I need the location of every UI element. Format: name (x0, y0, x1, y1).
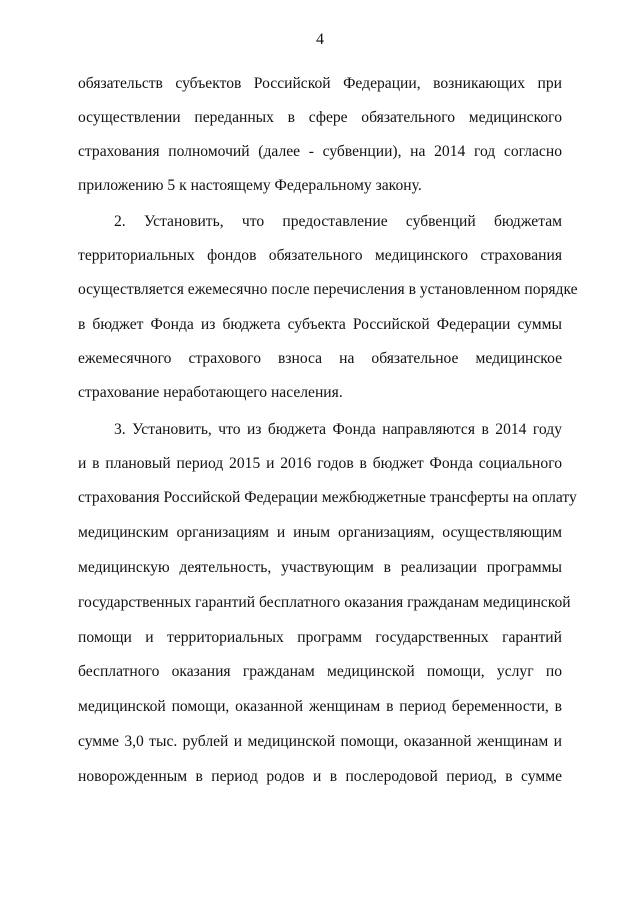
paragraph-3-line-2: и в плановый период 2015 и 2016 годов в бюджет Фонда социального (78, 455, 562, 472)
paragraph-2-line-5: ежемесячного страхового взноса на обязательное медицинское (78, 350, 562, 367)
paragraph-2-line-4: в бюджет Фонда из бюджета субъекта Российской Федерации суммы (78, 316, 562, 333)
paragraph-3-line-5: медицинскую деятельность, участвующим в реализации программы (78, 559, 562, 576)
paragraph-2-line-2: территориальных фондов обязательного медицинского страхования (78, 247, 562, 264)
paragraph-3-line-9: медицинской помощи, оказанной женщинам в период беременности, в (78, 698, 562, 715)
paragraph-3-line-3: страхования Российской Федерации межбюджетные трансферты на оплату (78, 489, 577, 506)
paragraph-2-line-3: осуществляется ежемесячно после перечисления в установленном порядке (78, 281, 578, 298)
paragraph-3-line-1: 3. Установить, что из бюджета Фонда направляются в 2014 году (114, 421, 562, 438)
paragraph-1-line-4: приложению 5 к настоящему Федеральному закону. (78, 177, 422, 194)
paragraph-3-line-10: сумме 3,0 тыс. рублей и медицинской помощи, оказанной женщинам и (78, 733, 562, 750)
paragraph-3-line-11: новорожденным в период родов и в послеродовой период, в сумме (78, 768, 562, 785)
paragraph-2-line-1: 2. Установить, что предоставление субвенций бюджетам (114, 213, 562, 230)
paragraph-3-line-4: медицинским организациям и иным организациям, осуществляющим (78, 524, 562, 541)
paragraph-1-line-2: осуществлении переданных в сфере обязательного медицинского (78, 109, 562, 126)
paragraph-2-line-6: страхование неработающего населения. (78, 384, 343, 401)
paragraph-3-line-8: бесплатного оказания гражданам медицинской помощи, услуг по (78, 663, 562, 680)
paragraph-3-line-6: государственных гарантий бесплатного оказания гражданам медицинской (78, 594, 571, 611)
paragraph-1-line-1: обязательств субъектов Российской Федерации, возникающих при (78, 75, 562, 92)
paragraph-3-line-7: помощи и территориальных программ государственных гарантий (78, 629, 562, 646)
page-number: 4 (316, 31, 324, 48)
paragraph-1-line-3: страхования полномочий (далее - субвенции), на 2014 год согласно (78, 143, 562, 160)
